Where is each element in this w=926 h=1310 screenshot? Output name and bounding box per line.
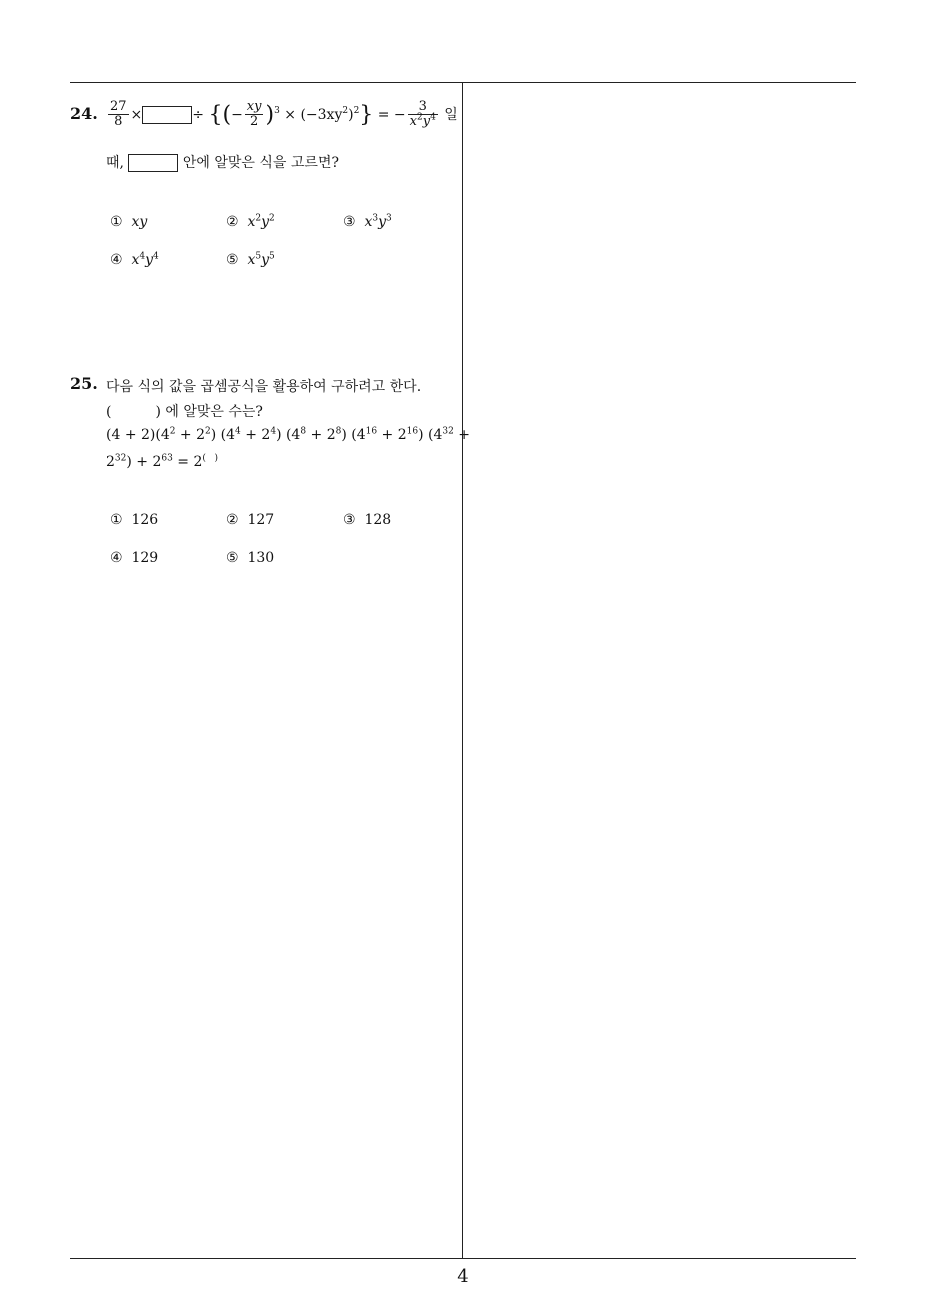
option-2[interactable]: ② $x^2y^2$ xyxy=(226,213,275,230)
option-2[interactable]: ② 127 xyxy=(226,512,275,528)
expression-line-1: $(4 + 2)(4^2 + 2^2)$ $(4^4 + 2^4) (4^8 + 2^8) (4^{16} + 2^{16}) (4^{32}$ + xyxy=(106,426,471,443)
option-3[interactable]: ③ $x^3y^3$ xyxy=(343,213,392,230)
equation-line: $\frac{27}{8}$ × ÷ {(− $\frac{xy}{2}$ )$^3 \times (-3xy^2)^2$} = − $\frac{3}{x^2y^4}$ 일 xyxy=(110,99,458,130)
expression-line-2: $2^{32}) + 2^{63} = 2^{( )}$ xyxy=(106,453,218,470)
column-divider xyxy=(462,82,463,1259)
answer-box xyxy=(142,106,192,124)
bottom-rule xyxy=(70,1258,856,1259)
option-5[interactable]: ⑤ 130 xyxy=(226,550,275,566)
option-1[interactable]: ① xy xyxy=(110,214,148,230)
fraction-xy-2: $\frac{xy}{2}$ xyxy=(246,99,262,130)
question-text-line: 때, 안에 알맞은 식을 고르면? xyxy=(106,155,339,171)
page-number: 4 xyxy=(457,1266,469,1287)
question-24 xyxy=(70,99,458,280)
question-text-line-1: 다음 식의 값을 곱셈공식을 활용하여 구하려고 한다. xyxy=(106,379,422,395)
question-number: 25. xyxy=(70,374,98,393)
question-25 xyxy=(70,372,471,572)
fraction-27-8: $\frac{27}{8}$ xyxy=(110,99,127,130)
question-number: 24. xyxy=(70,104,98,123)
option-5[interactable]: ⑤ $x^5y^5$ xyxy=(226,251,275,268)
option-1[interactable]: ① 126 xyxy=(110,512,159,528)
option-4[interactable]: ④ 129 xyxy=(110,550,159,566)
answer-box-inline xyxy=(128,154,178,172)
option-3[interactable]: ③ 128 xyxy=(343,512,392,528)
option-4[interactable]: ④ $x^4y^4$ xyxy=(110,251,159,268)
top-rule xyxy=(70,82,856,83)
question-text-line-2: ( ) 에 알맞은 수는? xyxy=(106,404,263,420)
fraction-rhs: $\frac{3}{x^2y^4}$ xyxy=(409,99,436,130)
